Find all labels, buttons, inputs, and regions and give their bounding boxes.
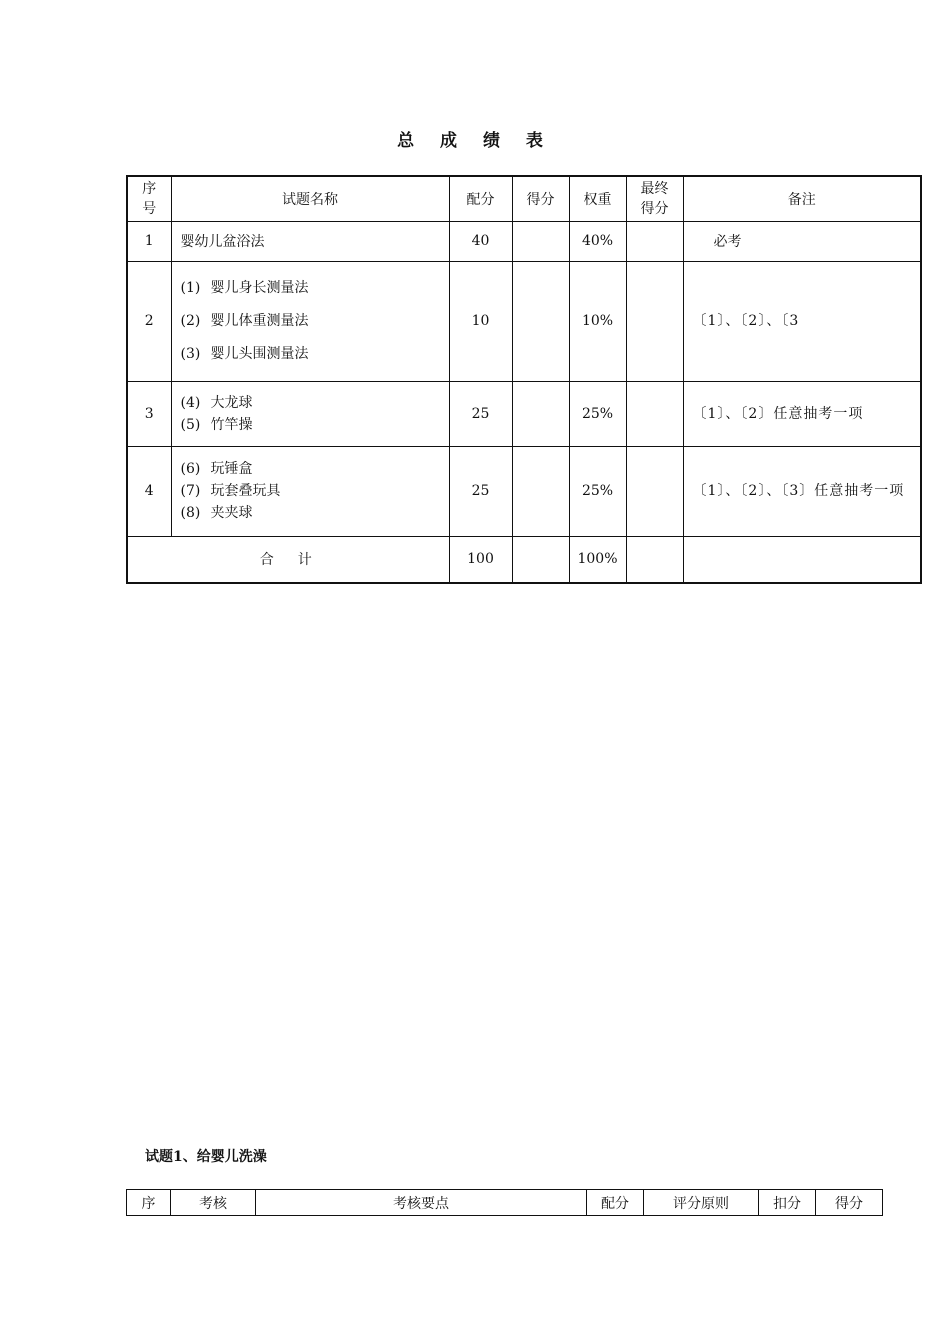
row-final [626, 446, 683, 536]
table-row [127, 221, 921, 261]
item-label: 婴儿身长测量法 [210, 280, 309, 296]
item-number: (3) [180, 346, 201, 362]
row-seq: 1 [127, 221, 171, 261]
header-final-line1: 最终 [640, 180, 669, 197]
row-got [512, 221, 569, 261]
section-title: 试题1、给婴儿洗澡 [145, 1149, 267, 1165]
header-deduct: 扣分 [759, 1190, 816, 1216]
row-got [512, 446, 569, 536]
total-got [512, 536, 569, 583]
header-seq [127, 176, 171, 221]
item-number: (5) [180, 416, 201, 433]
row-got [512, 261, 569, 381]
header-note: 备注 [683, 176, 921, 221]
item-number: (4) [180, 394, 201, 411]
list-item [181, 310, 449, 332]
header-got: 得分 [512, 176, 569, 221]
header-final-line2: 得分 [640, 200, 669, 217]
row-weight: 40% [569, 221, 626, 261]
total-row [127, 536, 921, 583]
header-row [127, 1190, 883, 1216]
list-item [181, 414, 449, 436]
header-seq-line2: 号 [142, 200, 157, 217]
list-item [181, 502, 449, 524]
header-got: 得分 [816, 1190, 883, 1216]
row-note [683, 221, 921, 261]
header-name: 试题名称 [171, 176, 449, 221]
header-row [127, 176, 921, 221]
header-score: 配分 [587, 1190, 644, 1216]
row-score: 25 [449, 381, 512, 446]
item-number: (7) [180, 483, 201, 499]
row-name: 婴幼儿盆浴法 [171, 221, 449, 261]
header-score: 配分 [449, 176, 512, 221]
row-score: 40 [449, 221, 512, 261]
item-number: (1) [180, 280, 201, 296]
item-label: 竹竿操 [210, 416, 253, 433]
row-note: 〔1〕、〔2〕、〔3 [683, 261, 921, 381]
page-title: 总 成 绩 表 [397, 131, 553, 151]
table-row [127, 261, 921, 381]
list-item [181, 458, 449, 480]
total-label [127, 536, 449, 583]
row-seq: 4 [127, 446, 171, 536]
row-name [171, 381, 449, 446]
row-name [171, 261, 449, 381]
row-score: 10 [449, 261, 512, 381]
score-summary-table [126, 175, 922, 584]
header-seq: 序 [127, 1190, 171, 1216]
header-weight: 权重 [569, 176, 626, 221]
item-label: 大龙球 [210, 394, 253, 411]
item-number: (8) [180, 505, 201, 521]
total-weight: 100% [569, 536, 626, 583]
row-note: 〔1〕、〔2〕任意抽考一项 [683, 381, 921, 446]
table-row [127, 381, 921, 446]
item-label: 婴儿头围测量法 [210, 346, 309, 362]
header-final [626, 176, 683, 221]
item-label: 玩锤盒 [210, 461, 253, 477]
item-label: 婴儿体重测量法 [210, 313, 309, 329]
header-seq-line1: 序 [142, 180, 157, 197]
row-seq: 3 [127, 381, 171, 446]
row-seq: 2 [127, 261, 171, 381]
item-number: (6) [180, 461, 201, 477]
row-weight: 25% [569, 446, 626, 536]
header-criteria: 评分原则 [644, 1190, 759, 1216]
list-item [181, 480, 449, 502]
row-got [512, 381, 569, 446]
list-item [181, 392, 449, 414]
header-key-points: 考核要点 [256, 1190, 587, 1216]
row-final [626, 381, 683, 446]
row-score: 25 [449, 446, 512, 536]
total-label-text: 合 计 [259, 552, 317, 569]
table-row [127, 446, 921, 536]
row-final [626, 221, 683, 261]
item-number: (2) [180, 313, 201, 329]
exam-criteria-table [126, 1189, 883, 1216]
row-note-text: 必考 [713, 234, 742, 250]
total-note [683, 536, 921, 583]
row-weight: 10% [569, 261, 626, 381]
item-label: 夹夹球 [210, 505, 253, 521]
total-score: 100 [449, 536, 512, 583]
list-item [181, 343, 449, 365]
list-item [181, 277, 449, 299]
total-final [626, 536, 683, 583]
row-note: 〔1〕、〔2〕、〔3〕任意抽考一项 [683, 446, 921, 536]
row-final [626, 261, 683, 381]
row-name [171, 446, 449, 536]
row-weight: 25% [569, 381, 626, 446]
header-assess: 考核 [171, 1190, 256, 1216]
item-label: 玩套叠玩具 [210, 483, 281, 499]
